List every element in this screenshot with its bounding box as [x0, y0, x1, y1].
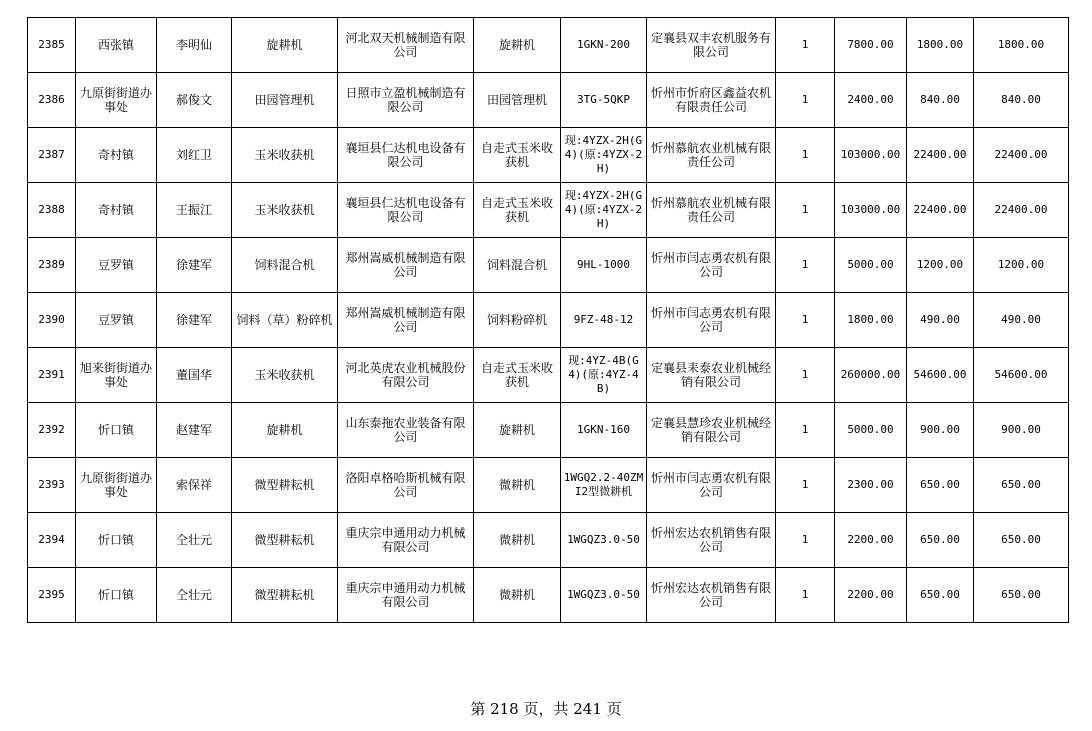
cell-quantity: 1 [776, 403, 835, 458]
cell-dealer: 忻州宏达农机销售有限公司 [647, 513, 776, 568]
cell-dealer: 忻州慕航农业机械有限责任公司 [647, 128, 776, 183]
cell-machine-category: 旋耕机 [232, 403, 338, 458]
cell-product-name: 微耕机 [474, 568, 561, 623]
cell-town: 奇村镇 [76, 183, 157, 238]
cell-total-subsidy: 650.00 [974, 458, 1069, 513]
cell-product-name: 自走式玉米收获机 [474, 348, 561, 403]
cell-buyer-name: 王振江 [157, 183, 232, 238]
cell-manufacturer: 郑州嵩威机械制造有限公司 [338, 238, 474, 293]
cell-model: 现:4YZX-2H(G4)(原:4YZX-2H) [561, 128, 647, 183]
cell-dealer: 定襄县慧珍农业机械经销有限公司 [647, 403, 776, 458]
cell-buyer-name: 刘红卫 [157, 128, 232, 183]
cell-sale-price: 103000.00 [835, 183, 907, 238]
cell-machine-category: 饲料混合机 [232, 238, 338, 293]
cell-dealer: 忻州宏达农机销售有限公司 [647, 568, 776, 623]
cell-buyer-name: 李明仙 [157, 18, 232, 73]
cell-single-subsidy: 900.00 [907, 403, 974, 458]
cell-model: 1GKN-160 [561, 403, 647, 458]
cell-product-name: 田园管理机 [474, 73, 561, 128]
cell-quantity: 1 [776, 238, 835, 293]
subsidy-table [27, 17, 1069, 623]
cell-buyer-name: 索保祥 [157, 458, 232, 513]
cell-sale-price: 5000.00 [835, 238, 907, 293]
cell-quantity: 1 [776, 513, 835, 568]
cell-product-name: 旋耕机 [474, 18, 561, 73]
cell-dealer: 忻州市闫志勇农机有限公司 [647, 293, 776, 348]
cell-quantity: 1 [776, 293, 835, 348]
cell-serial-number: 2387 [28, 128, 76, 183]
cell-quantity: 1 [776, 458, 835, 513]
cell-model: 9HL-1000 [561, 238, 647, 293]
cell-total-subsidy: 900.00 [974, 403, 1069, 458]
cell-model: 3TG-5QKP [561, 73, 647, 128]
cell-dealer: 忻州慕航农业机械有限责任公司 [647, 183, 776, 238]
cell-buyer-name: 徐建军 [157, 238, 232, 293]
cell-sale-price: 2200.00 [835, 513, 907, 568]
cell-single-subsidy: 1200.00 [907, 238, 974, 293]
cell-machine-category: 微型耕耘机 [232, 458, 338, 513]
cell-model: 1WGQ2.2-40ZMI2型微耕机 [561, 458, 647, 513]
cell-manufacturer: 洛阳卓格哈斯机械有限公司 [338, 458, 474, 513]
cell-product-name: 自走式玉米收获机 [474, 183, 561, 238]
cell-model: 1WGQZ3.0-50 [561, 513, 647, 568]
cell-quantity: 1 [776, 73, 835, 128]
cell-buyer-name: 赵建军 [157, 403, 232, 458]
cell-town: 忻口镇 [76, 568, 157, 623]
cell-quantity: 1 [776, 183, 835, 238]
cell-model: 现:4YZX-2H(G4)(原:4YZX-2H) [561, 183, 647, 238]
cell-town: 豆罗镇 [76, 238, 157, 293]
cell-sale-price: 2200.00 [835, 568, 907, 623]
cell-sale-price: 2300.00 [835, 458, 907, 513]
cell-manufacturer: 河北英虎农业机械股份有限公司 [338, 348, 474, 403]
cell-machine-category: 旋耕机 [232, 18, 338, 73]
cell-machine-category: 微型耕耘机 [232, 568, 338, 623]
cell-manufacturer: 郑州嵩威机械制造有限公司 [338, 293, 474, 348]
table-row [28, 238, 1069, 293]
cell-total-subsidy: 840.00 [974, 73, 1069, 128]
cell-serial-number: 2386 [28, 73, 76, 128]
cell-sale-price: 1800.00 [835, 293, 907, 348]
cell-machine-category: 饲料（草）粉碎机 [232, 293, 338, 348]
table-row [28, 128, 1069, 183]
cell-product-name: 饲料混合机 [474, 238, 561, 293]
cell-model: 现:4YZ-4B(G4)(原:4YZ-4B) [561, 348, 647, 403]
cell-town: 西张镇 [76, 18, 157, 73]
cell-machine-category: 田园管理机 [232, 73, 338, 128]
cell-product-name: 微耕机 [474, 513, 561, 568]
cell-product-name: 自走式玉米收获机 [474, 128, 561, 183]
cell-serial-number: 2391 [28, 348, 76, 403]
table-row [28, 568, 1069, 623]
cell-machine-category: 玉米收获机 [232, 348, 338, 403]
cell-model: 9FZ-48-12 [561, 293, 647, 348]
cell-single-subsidy: 650.00 [907, 568, 974, 623]
cell-single-subsidy: 490.00 [907, 293, 974, 348]
cell-total-subsidy: 1800.00 [974, 18, 1069, 73]
cell-product-name: 旋耕机 [474, 403, 561, 458]
cell-town: 忻口镇 [76, 403, 157, 458]
cell-buyer-name: 董国华 [157, 348, 232, 403]
cell-buyer-name: 仝壮元 [157, 568, 232, 623]
cell-manufacturer: 山东泰拖农业装备有限公司 [338, 403, 474, 458]
cell-product-name: 饲料粉碎机 [474, 293, 561, 348]
cell-serial-number: 2393 [28, 458, 76, 513]
cell-total-subsidy: 650.00 [974, 568, 1069, 623]
cell-total-subsidy: 54600.00 [974, 348, 1069, 403]
cell-machine-category: 玉米收获机 [232, 183, 338, 238]
cell-sale-price: 7800.00 [835, 18, 907, 73]
cell-buyer-name: 郝俊文 [157, 73, 232, 128]
cell-buyer-name: 徐建军 [157, 293, 232, 348]
cell-single-subsidy: 22400.00 [907, 183, 974, 238]
cell-buyer-name: 仝壮元 [157, 513, 232, 568]
cell-product-name: 微耕机 [474, 458, 561, 513]
cell-town: 九原街街道办事处 [76, 458, 157, 513]
cell-dealer: 忻州市忻府区鑫益农机有限责任公司 [647, 73, 776, 128]
cell-town: 忻口镇 [76, 513, 157, 568]
page-footer: 第 218 页，共 241 页 [470, 700, 622, 718]
cell-manufacturer: 襄垣县仁达机电设备有限公司 [338, 128, 474, 183]
cell-sale-price: 5000.00 [835, 403, 907, 458]
table-row [28, 348, 1069, 403]
cell-serial-number: 2390 [28, 293, 76, 348]
cell-model: 1GKN-200 [561, 18, 647, 73]
cell-total-subsidy: 22400.00 [974, 183, 1069, 238]
cell-machine-category: 玉米收获机 [232, 128, 338, 183]
cell-single-subsidy: 840.00 [907, 73, 974, 128]
cell-town: 奇村镇 [76, 128, 157, 183]
cell-sale-price: 2400.00 [835, 73, 907, 128]
cell-single-subsidy: 1800.00 [907, 18, 974, 73]
cell-serial-number: 2389 [28, 238, 76, 293]
cell-town: 旭来街街道办事处 [76, 348, 157, 403]
table-row [28, 293, 1069, 348]
cell-serial-number: 2392 [28, 403, 76, 458]
cell-manufacturer: 襄垣县仁达机电设备有限公司 [338, 183, 474, 238]
cell-manufacturer: 河北双天机械制造有限公司 [338, 18, 474, 73]
table-row [28, 18, 1069, 73]
cell-machine-category: 微型耕耘机 [232, 513, 338, 568]
cell-total-subsidy: 1200.00 [974, 238, 1069, 293]
cell-single-subsidy: 650.00 [907, 458, 974, 513]
cell-serial-number: 2385 [28, 18, 76, 73]
cell-manufacturer: 重庆宗申通用动力机械有限公司 [338, 568, 474, 623]
table-row [28, 403, 1069, 458]
cell-serial-number: 2388 [28, 183, 76, 238]
table-row [28, 513, 1069, 568]
cell-quantity: 1 [776, 568, 835, 623]
cell-total-subsidy: 490.00 [974, 293, 1069, 348]
cell-serial-number: 2394 [28, 513, 76, 568]
cell-dealer: 定襄县双丰农机服务有限公司 [647, 18, 776, 73]
cell-manufacturer: 重庆宗申通用动力机械有限公司 [338, 513, 474, 568]
cell-single-subsidy: 54600.00 [907, 348, 974, 403]
table-row [28, 183, 1069, 238]
cell-dealer: 忻州市闫志勇农机有限公司 [647, 458, 776, 513]
cell-town: 九原街街道办事处 [76, 73, 157, 128]
cell-dealer: 忻州市闫志勇农机有限公司 [647, 238, 776, 293]
cell-total-subsidy: 22400.00 [974, 128, 1069, 183]
cell-sale-price: 103000.00 [835, 128, 907, 183]
cell-model: 1WGQZ3.0-50 [561, 568, 647, 623]
cell-single-subsidy: 22400.00 [907, 128, 974, 183]
cell-manufacturer: 日照市立盈机械制造有限公司 [338, 73, 474, 128]
table-row [28, 73, 1069, 128]
cell-quantity: 1 [776, 18, 835, 73]
cell-total-subsidy: 650.00 [974, 513, 1069, 568]
cell-town: 豆罗镇 [76, 293, 157, 348]
cell-quantity: 1 [776, 348, 835, 403]
cell-dealer: 定襄县耒泰农业机械经销有限公司 [647, 348, 776, 403]
table-row [28, 458, 1069, 513]
cell-single-subsidy: 650.00 [907, 513, 974, 568]
cell-quantity: 1 [776, 128, 835, 183]
cell-serial-number: 2395 [28, 568, 76, 623]
cell-sale-price: 260000.00 [835, 348, 907, 403]
